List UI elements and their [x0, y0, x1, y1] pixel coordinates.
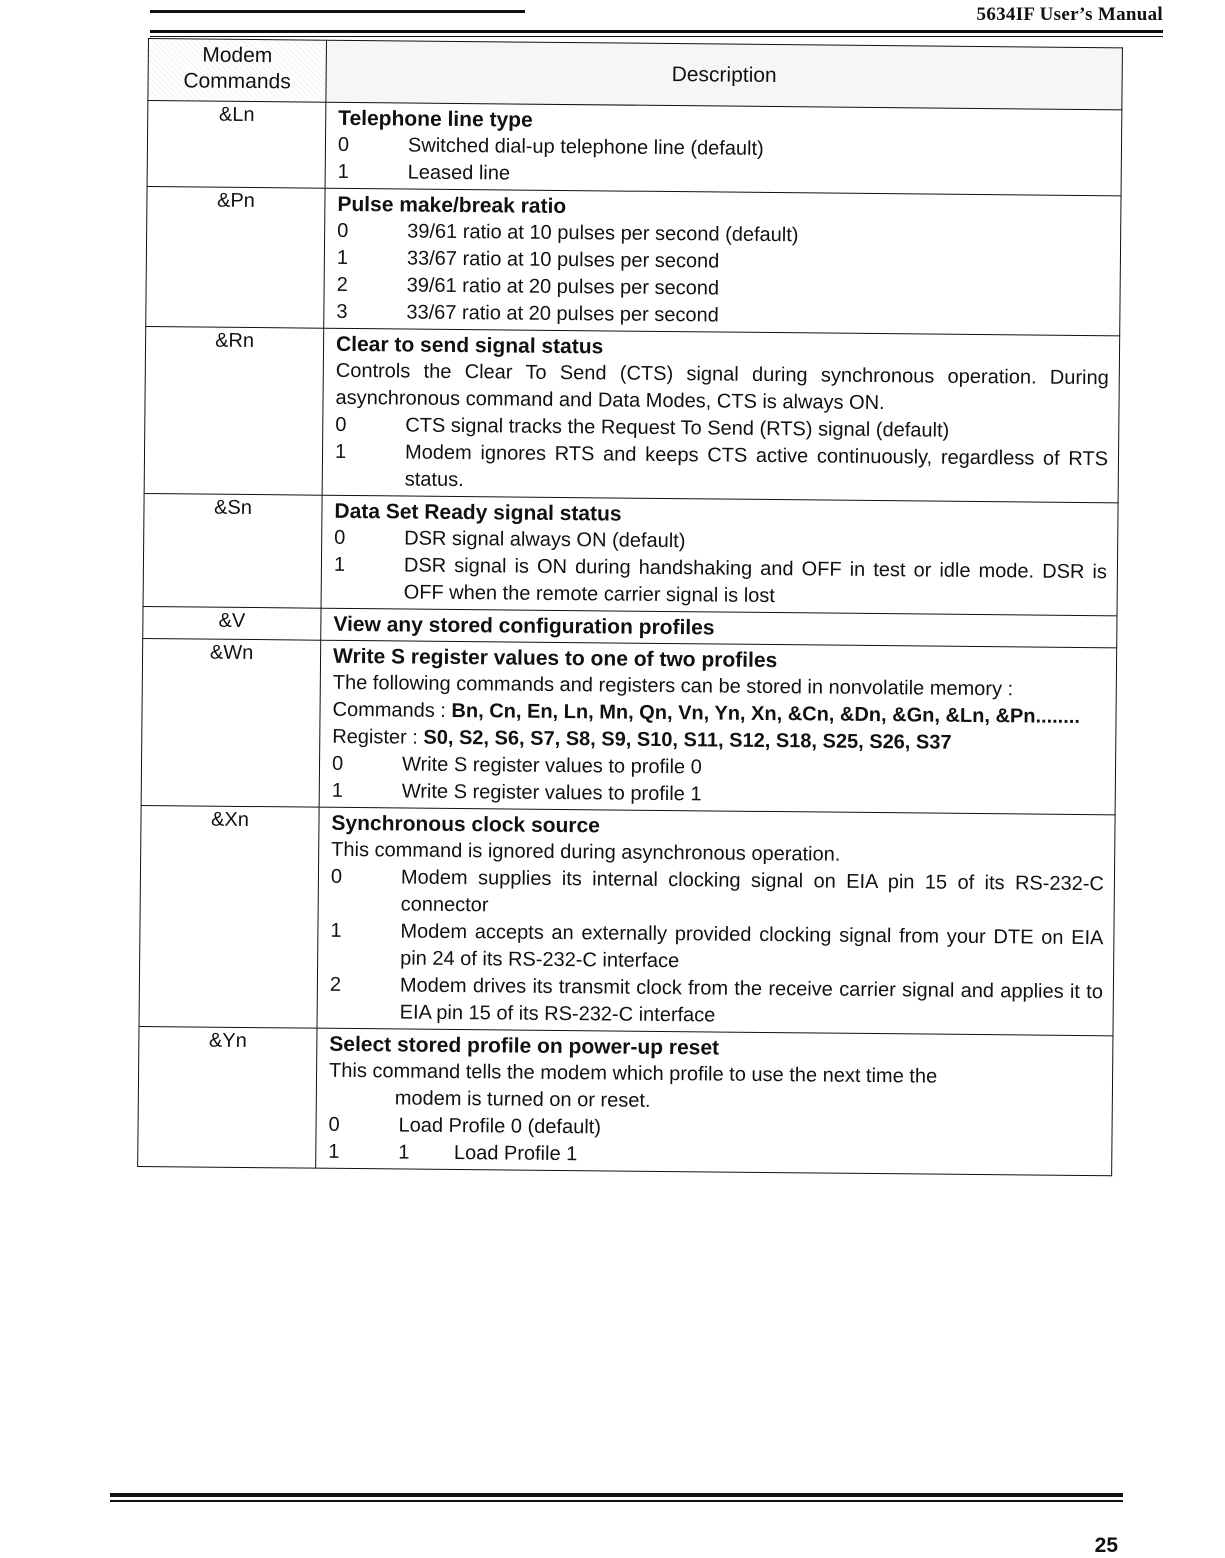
description-cell: [321, 495, 1118, 616]
item-text: Load Profile 0 (default): [398, 1114, 602, 1139]
col-header-commands: [148, 39, 327, 103]
description-paragraph-continued: modem is turned on or reset.: [394, 1087, 651, 1112]
item-text: 1 Load Profile 1: [398, 1141, 578, 1166]
command-cell: &Xn: [139, 805, 319, 1028]
description-paragraph: Controls the Clear To Send (CTS) signal during synchronous operation. During asynchronous command and Data Modes, CTS is always ON.: [335, 359, 1109, 415]
command-cell: &V: [143, 606, 321, 640]
table-row: [147, 101, 1122, 196]
col-header-description: Description: [326, 40, 1123, 110]
item-number: 1: [333, 553, 346, 576]
modem-commands-table: [137, 38, 1123, 1176]
description-cell: [319, 640, 1117, 815]
item-number: 0: [330, 865, 343, 888]
manual-title: 5634IF User’s Manual: [976, 4, 1163, 25]
item-number: 2: [329, 973, 342, 996]
page-number: 25: [1094, 1534, 1118, 1557]
item-text: Leased line: [407, 161, 511, 185]
section-title: Synchronous clock source: [331, 811, 600, 838]
item-text: DSR signal is ON during handshaking and OFF in test or idle mode. DSR is OFF when the remote carrier signal is lost: [403, 554, 1108, 608]
item-number: 0: [335, 413, 347, 436]
col-header-line: Commands: [183, 69, 291, 94]
item-text: Modem drives its transmit clock from the receive carrier signal and applies it to EIA pin 15 of its RS-232-C interface: [399, 974, 1103, 1027]
section-title: Data Set Ready signal status: [334, 499, 622, 526]
section-title: View any stored configuration profiles: [333, 612, 715, 640]
description-cell: [325, 102, 1122, 196]
item-text: 39/61 ratio at 10 pulses per second (default): [407, 220, 799, 247]
item-number: 1: [334, 440, 347, 463]
description-paragraph: The following commands and registers can be stored in nonvolatile memory :: [332, 671, 1014, 701]
section-title: Select stored profile on power-up reset: [329, 1032, 720, 1060]
header-rule-short: [150, 10, 525, 13]
item-number: 3: [336, 300, 348, 323]
list-item: [335, 439, 1108, 500]
header-rule-thin: [150, 36, 1163, 37]
command-cell: &Rn: [144, 326, 324, 495]
item-number: 1: [328, 1140, 340, 1163]
item-number: 0: [337, 133, 350, 156]
register-list: S0, S2, S6, S7, S8, S9, S10, S11, S12, S18, S25, S26, S37: [423, 726, 952, 754]
table-row: [138, 1026, 1113, 1175]
item-number: 1: [337, 160, 349, 183]
description-cell: [316, 1028, 1113, 1176]
command-cell: &Sn: [143, 493, 322, 608]
item-number: 1: [330, 919, 342, 942]
item-number: 0: [334, 526, 346, 549]
list-item: [330, 918, 1103, 979]
description-paragraph: This command tells the modem which profile to use the next time the: [328, 1059, 938, 1088]
item-text: Modem ignores RTS and keeps CTS active continuously, regardless of RTS status.: [404, 441, 1109, 492]
col-header-line: Modem: [202, 43, 273, 68]
header-rule: [150, 30, 1163, 33]
table-row: [141, 638, 1117, 814]
table-header-row: [148, 39, 1123, 110]
item-number: 0: [337, 219, 349, 242]
list-item: [331, 864, 1104, 925]
item-text: Modem accepts an externally provided clocking signal from your DTE on EIA pin 24 of its RS-232-C interface: [400, 920, 1104, 973]
list-item: [334, 552, 1107, 613]
section-title: Clear to send signal status: [335, 332, 604, 359]
item-text: Write S register values to profile 0: [401, 753, 702, 779]
table-row: [144, 326, 1120, 502]
command-cell: &Ln: [147, 101, 326, 189]
item-number: 0: [331, 752, 344, 775]
description-cell: [322, 328, 1120, 503]
table-row: [146, 186, 1121, 335]
item-number: 0: [328, 1113, 340, 1136]
item-text: 33/67 ratio at 10 pulses per second: [406, 247, 720, 273]
table-row: [143, 493, 1118, 615]
item-text: 39/61 ratio at 20 pulses per second: [406, 274, 720, 300]
item-number: 2: [336, 273, 348, 296]
section-title: Write S register values to one of two profiles: [332, 644, 778, 673]
table-row: [139, 805, 1115, 1035]
footer-rule: [110, 1493, 1123, 1497]
item-text: Modem supplies its internal clocking signal on EIA pin 15 of its RS-232-C connector: [400, 866, 1105, 917]
footer-rule-thin: [110, 1500, 1123, 1502]
register-label: Register :: [332, 725, 418, 749]
command-cell: &Yn: [138, 1026, 317, 1168]
item-text: 33/67 ratio at 20 pulses per second: [406, 301, 719, 327]
command-cell: &Wn: [141, 638, 321, 807]
command-cell: &Pn: [146, 186, 325, 328]
commands-label: Commands :: [332, 698, 447, 722]
item-text: Write S register values to profile 1: [401, 780, 702, 806]
item-number: 1: [331, 779, 344, 802]
item-text: Switched dial-up telephone line (default): [407, 134, 764, 160]
list-item: [330, 972, 1103, 1033]
item-text: CTS signal tracks the Request To Send (RTS) signal (default): [405, 414, 950, 442]
item-number: 1: [336, 246, 349, 269]
description-paragraph: This command is ignored during asynchronous operation.: [331, 838, 841, 866]
commands-list: Bn, Cn, En, Ln, Mn, Qn, Vn, Yn, Xn, &Cn, &Dn, &Gn, &Ln, &Pn........: [451, 699, 1081, 728]
section-title: Telephone line type: [338, 106, 533, 132]
item-text: DSR signal always ON (default): [404, 527, 686, 553]
description-cell: [317, 807, 1115, 1036]
description-cell: [324, 188, 1121, 336]
section-title: Pulse make/break ratio: [337, 192, 567, 219]
